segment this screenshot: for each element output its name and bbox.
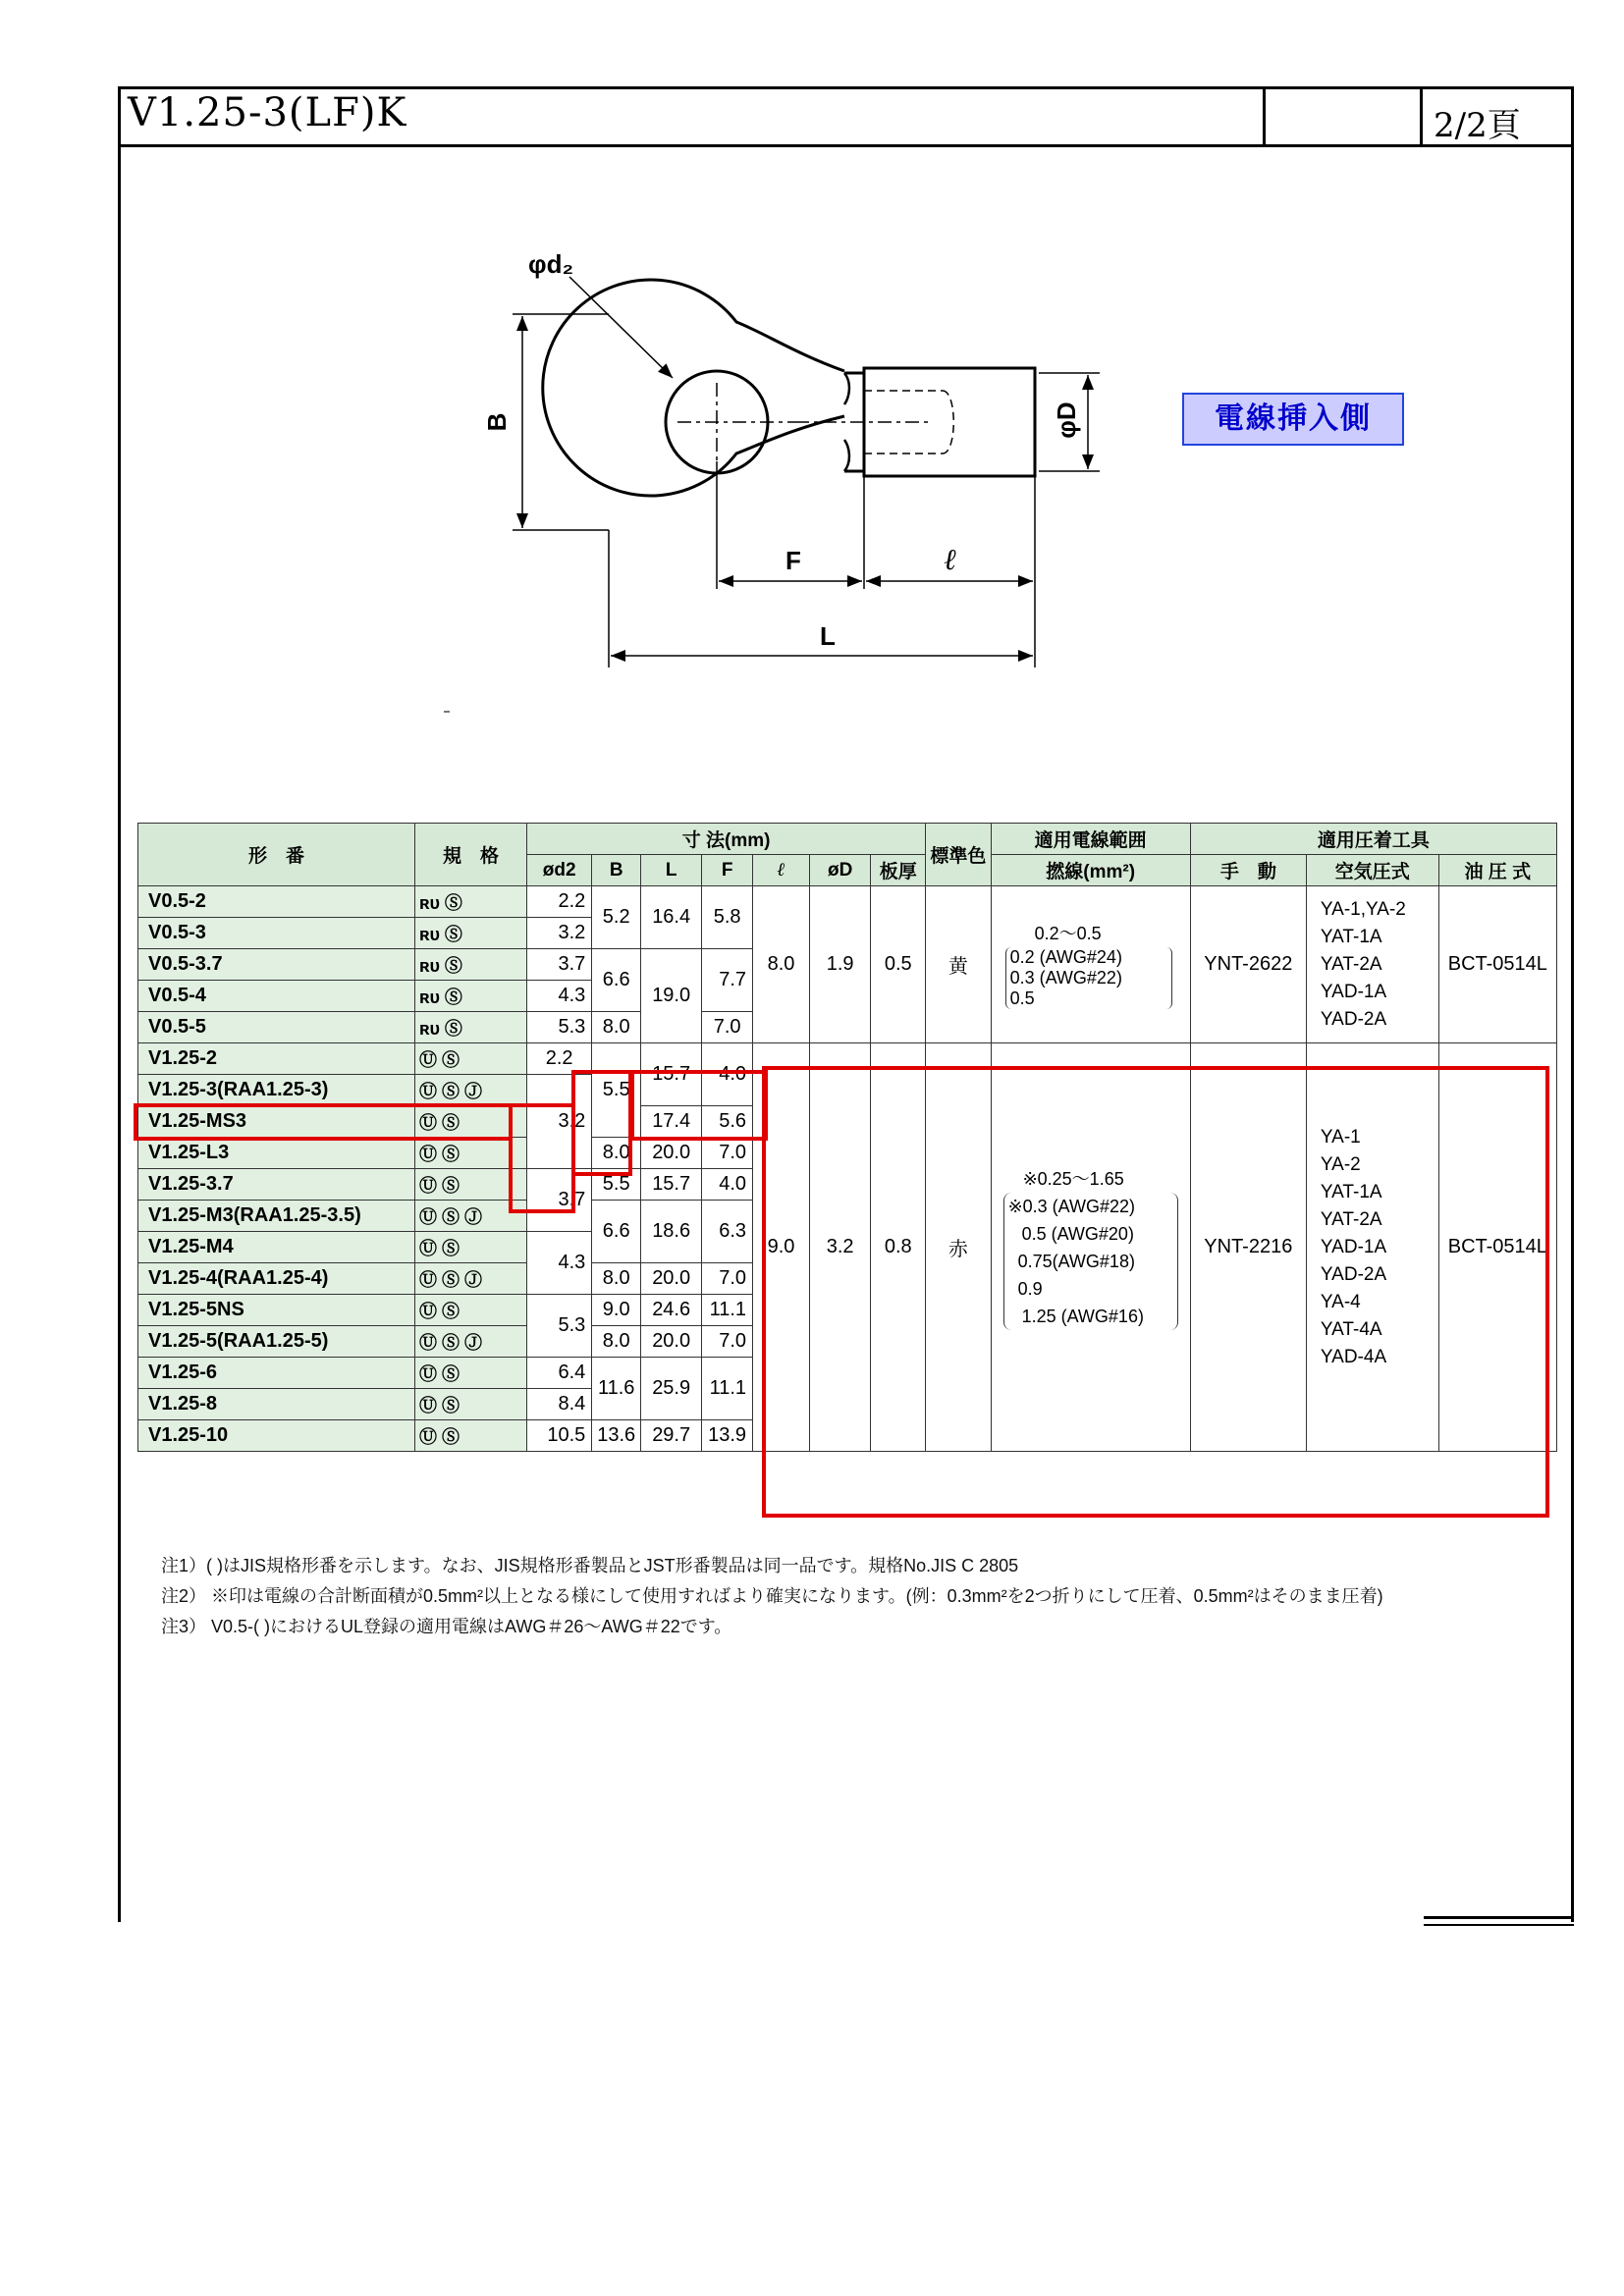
- cell-d2: 5.3: [526, 1012, 591, 1043]
- cell-F: 5.8: [702, 886, 753, 949]
- cert-marks: Ⓤ Ⓢ: [414, 1420, 526, 1452]
- part-number: V1.25-L3: [138, 1138, 415, 1169]
- cell-ell: 8.0: [753, 886, 810, 1043]
- cell-manual-tool: YNT-2216: [1190, 1043, 1306, 1452]
- highlight-common-specs: [762, 1066, 1549, 1518]
- label-B: B: [482, 412, 512, 432]
- part-number: V1.25-MS3: [138, 1106, 415, 1138]
- part-number: V1.25-8: [138, 1389, 415, 1420]
- cert-marks: Ⓤ Ⓢ: [414, 1043, 526, 1075]
- highlight-B: [571, 1070, 632, 1176]
- cell-d2: 3.2: [526, 1075, 591, 1169]
- highlight-part-row: [134, 1103, 513, 1141]
- tool-line: YAT-2A: [1320, 1208, 1382, 1230]
- col-header-F: F: [702, 855, 753, 886]
- cell-F: 4.0: [702, 1169, 753, 1201]
- cell-F: 11.1: [702, 1295, 753, 1326]
- cell-L: 20.0: [641, 1326, 702, 1358]
- cell-B: 8.0: [592, 1138, 641, 1169]
- cell-B: 5.2: [592, 886, 641, 949]
- end-rule: [1424, 1924, 1574, 1926]
- note-1: 注1）( )はJIS規格形番を示します。なお、JIS規格形番製品とJST形番製品は同一品です。規格No.JIS C 2805: [161, 1556, 1019, 1575]
- cell-color: 赤: [926, 1043, 991, 1452]
- col-header-dims: 寸 法(mm): [526, 824, 925, 855]
- cell-manual-tool: YNT-2622: [1190, 886, 1306, 1043]
- cell-oD: 1.9: [810, 886, 871, 1043]
- cert-marks: Ⓤ Ⓢ: [414, 1106, 526, 1138]
- col-header-part: 形 番: [138, 824, 415, 886]
- cell-L: 15.7: [641, 1169, 702, 1201]
- cell-B: 6.6: [592, 1201, 641, 1263]
- col-header-B: B: [592, 855, 641, 886]
- wire-line: 0.5: [1009, 988, 1035, 1008]
- wire-line: 0.9: [1017, 1278, 1043, 1299]
- col-header-d2: ød2: [526, 855, 591, 886]
- label-F: F: [785, 546, 801, 575]
- note-3: 注3） V0.5-( )におけるUL登録の適用電線はAWG＃26～AWG＃22です。: [161, 1617, 732, 1636]
- cell-d2: 3.2: [526, 918, 591, 949]
- wire-line: 0.2 (AWG#24): [1009, 947, 1122, 967]
- cert-marks: Ⓤ Ⓢ: [414, 1138, 526, 1169]
- col-header-std: 規 格: [414, 824, 526, 886]
- wire-line: 0.3 (AWG#22): [1009, 968, 1122, 988]
- cell-hydraulic-tool: BCT-0514L: [1438, 1043, 1556, 1452]
- cell-B: 5.5: [592, 1169, 641, 1201]
- wire-line: 0.75(AWG#18): [1017, 1251, 1135, 1271]
- cert-marks: Ⓤ Ⓢ: [414, 1389, 526, 1420]
- cell-d2: 5.3: [526, 1295, 591, 1358]
- cell-B: 9.0: [592, 1295, 641, 1326]
- wire-line: ※0.3 (AWG#22): [1007, 1196, 1136, 1216]
- frame-right-border: [1571, 86, 1574, 1922]
- cert-marks: ʀᴜ Ⓢ: [414, 918, 526, 949]
- cell-L: 19.0: [641, 949, 702, 1043]
- cell-d2: 2.2: [526, 886, 591, 918]
- col-header-hydraulic: 油 圧 式: [1438, 855, 1556, 886]
- part-number: V1.25-3.7: [138, 1169, 415, 1201]
- part-number: V1.25-2: [138, 1043, 415, 1075]
- col-header-wire-sub: 撚線(mm²): [991, 855, 1190, 886]
- cell-F: 7.0: [702, 1138, 753, 1169]
- ring-tongue-outline: [543, 280, 844, 496]
- cell-B: 8.0: [592, 1012, 641, 1043]
- col-header-oD: øD: [810, 855, 871, 886]
- part-number: V1.25-4(RAA1.25-4): [138, 1263, 415, 1295]
- cell-F: 7.0: [702, 1012, 753, 1043]
- cert-marks: Ⓤ Ⓢ: [414, 1295, 526, 1326]
- label-phi-D: φD: [1052, 401, 1081, 439]
- cert-marks: Ⓤ Ⓢ Ⓙ: [414, 1201, 526, 1232]
- cell-B: 8.0: [592, 1326, 641, 1358]
- tool-line: YA-2: [1320, 1153, 1361, 1175]
- cell-L: 16.4: [641, 886, 702, 949]
- cell-L: 25.9: [641, 1358, 702, 1420]
- tool-line: YAD-1A: [1320, 1236, 1387, 1257]
- tool-line: YA-1,YA-2: [1320, 898, 1406, 920]
- cell-L: 20.0: [641, 1263, 702, 1295]
- cell-F: 11.1: [702, 1358, 753, 1420]
- cell-F: 4.0: [702, 1043, 753, 1106]
- cert-marks: Ⓤ Ⓢ Ⓙ: [414, 1075, 526, 1106]
- wire-insertion-side-badge: 電線挿入側: [1182, 393, 1404, 446]
- cell-L: 17.4: [641, 1106, 702, 1138]
- label-ell: ℓ: [944, 544, 957, 576]
- cell-d2: 3.7: [526, 949, 591, 981]
- highlight-L-F: [630, 1070, 768, 1141]
- cell-F: 6.3: [702, 1201, 753, 1263]
- cell-d2: 4.3: [526, 1232, 591, 1295]
- header-divider: [1263, 86, 1266, 147]
- part-number: V1.25-10: [138, 1420, 415, 1452]
- cell-d2: 10.5: [526, 1420, 591, 1452]
- cert-marks: ʀᴜ Ⓢ: [414, 981, 526, 1012]
- document-title: V1.25-3(LF)K: [128, 90, 407, 135]
- cert-marks: ʀᴜ Ⓢ: [414, 1012, 526, 1043]
- part-number: V0.5-4: [138, 981, 415, 1012]
- part-number: V1.25-M3(RAA1.25-3.5): [138, 1201, 415, 1232]
- cell-F: 7.0: [702, 1263, 753, 1295]
- tool-line: YAT-2A: [1320, 953, 1382, 975]
- cell-thickness: 0.5: [871, 886, 926, 1043]
- label-phi-d2: φd₂: [528, 249, 574, 279]
- col-header-ell: ℓ: [753, 855, 810, 886]
- cell-L: 24.6: [641, 1295, 702, 1326]
- part-number: V1.25-5NS: [138, 1295, 415, 1326]
- label-L: L: [820, 621, 836, 651]
- frame-left-border: [118, 86, 121, 1922]
- col-header-tools: 適用圧着工具: [1190, 824, 1556, 855]
- wire-line: ※0.25～1.65: [1022, 1168, 1124, 1189]
- part-number: V0.5-3.7: [138, 949, 415, 981]
- cell-F: 13.9: [702, 1420, 753, 1452]
- col-header-manual: 手 動: [1190, 855, 1306, 886]
- part-number: V0.5-5: [138, 1012, 415, 1043]
- cell-F: 7.7: [702, 949, 753, 1012]
- tool-line: YAD-1A: [1320, 981, 1387, 1002]
- cell-wire-range: [991, 886, 1190, 1043]
- cert-marks: Ⓤ Ⓢ: [414, 1169, 526, 1201]
- cert-marks: Ⓤ Ⓢ: [414, 1232, 526, 1263]
- cell-L: 20.0: [641, 1138, 702, 1169]
- part-number: V0.5-3: [138, 918, 415, 949]
- note-2: 注2） ※印は電線の合計断面積が0.5mm²以上となる様にして使用すればより確実になります。(例：0.3mm²を2つ折りにして圧着、0.5mm²はそのまま圧着): [161, 1586, 1383, 1606]
- part-number: V0.5-2: [138, 886, 415, 918]
- cell-L: 18.6: [641, 1201, 702, 1263]
- cell-d2: 8.4: [526, 1389, 591, 1420]
- cert-marks: Ⓤ Ⓢ Ⓙ: [414, 1263, 526, 1295]
- cell-thickness: 0.8: [871, 1043, 926, 1452]
- notes: [161, 1551, 1383, 1642]
- tool-line: YAT-1A: [1320, 926, 1382, 947]
- cell-B: 5.5: [592, 1043, 641, 1138]
- cell-B: 13.6: [592, 1420, 641, 1452]
- cell-hydraulic-tool: BCT-0514L: [1438, 886, 1556, 1043]
- cert-marks: ʀᴜ Ⓢ: [414, 949, 526, 981]
- tool-line: YAT-4A: [1320, 1318, 1382, 1340]
- cert-marks: Ⓤ Ⓢ: [414, 1358, 526, 1389]
- cell-F: 7.0: [702, 1326, 753, 1358]
- cell-d2: 2.2: [526, 1043, 591, 1075]
- table-row: [138, 886, 1557, 918]
- cell-B: 11.6: [592, 1358, 641, 1420]
- cell-pneumatic-tools: [1306, 886, 1438, 1043]
- stray-mark: [444, 711, 450, 713]
- end-rule: [1424, 1916, 1574, 1919]
- cell-B: 8.0: [592, 1263, 641, 1295]
- cell-d2: 4.3: [526, 981, 591, 1012]
- col-header-wire-range: 適用電線範囲: [991, 824, 1190, 855]
- col-header-L: L: [641, 855, 702, 886]
- cell-ell: 9.0: [753, 1043, 810, 1452]
- cell-F: 5.6: [702, 1106, 753, 1138]
- tool-line: YAD-2A: [1320, 1263, 1387, 1285]
- tool-line: YA-4: [1320, 1291, 1361, 1312]
- tool-line: YAD-2A: [1320, 1008, 1387, 1030]
- cell-d2: 3.7: [526, 1169, 591, 1232]
- col-header-color: 標準色: [926, 824, 991, 886]
- part-number: V1.25-6: [138, 1358, 415, 1389]
- col-header-pneumatic: 空気圧式: [1306, 855, 1438, 886]
- part-number: V1.25-5(RAA1.25-5): [138, 1326, 415, 1358]
- tool-line: YAD-4A: [1320, 1346, 1387, 1367]
- part-number: V1.25-M4: [138, 1232, 415, 1263]
- cert-marks: ʀᴜ Ⓢ: [414, 886, 526, 918]
- wire-line: 0.2～0.5: [1034, 924, 1102, 943]
- page-number: 2/2頁: [1434, 106, 1521, 145]
- cell-L: 29.7: [641, 1420, 702, 1452]
- wire-line: 1.25 (AWG#16): [1021, 1306, 1144, 1326]
- col-header-thick: 板厚: [871, 855, 926, 886]
- tool-line: YA-1: [1320, 1126, 1361, 1148]
- highlight-d2: [509, 1103, 575, 1213]
- cell-oD: 3.2: [810, 1043, 871, 1452]
- cert-marks: Ⓤ Ⓢ Ⓙ: [414, 1326, 526, 1358]
- cell-L: 15.7: [641, 1043, 702, 1106]
- cell-d2: 6.4: [526, 1358, 591, 1389]
- cell-color: 黄: [926, 886, 991, 1043]
- wire-line: 0.5 (AWG#20): [1021, 1223, 1134, 1244]
- part-number: V1.25-3(RAA1.25-3): [138, 1075, 415, 1106]
- tool-line: YAT-1A: [1320, 1181, 1382, 1202]
- terminal-drawing: [471, 236, 1139, 687]
- cell-B: 6.6: [592, 949, 641, 1012]
- header-divider: [1420, 86, 1423, 147]
